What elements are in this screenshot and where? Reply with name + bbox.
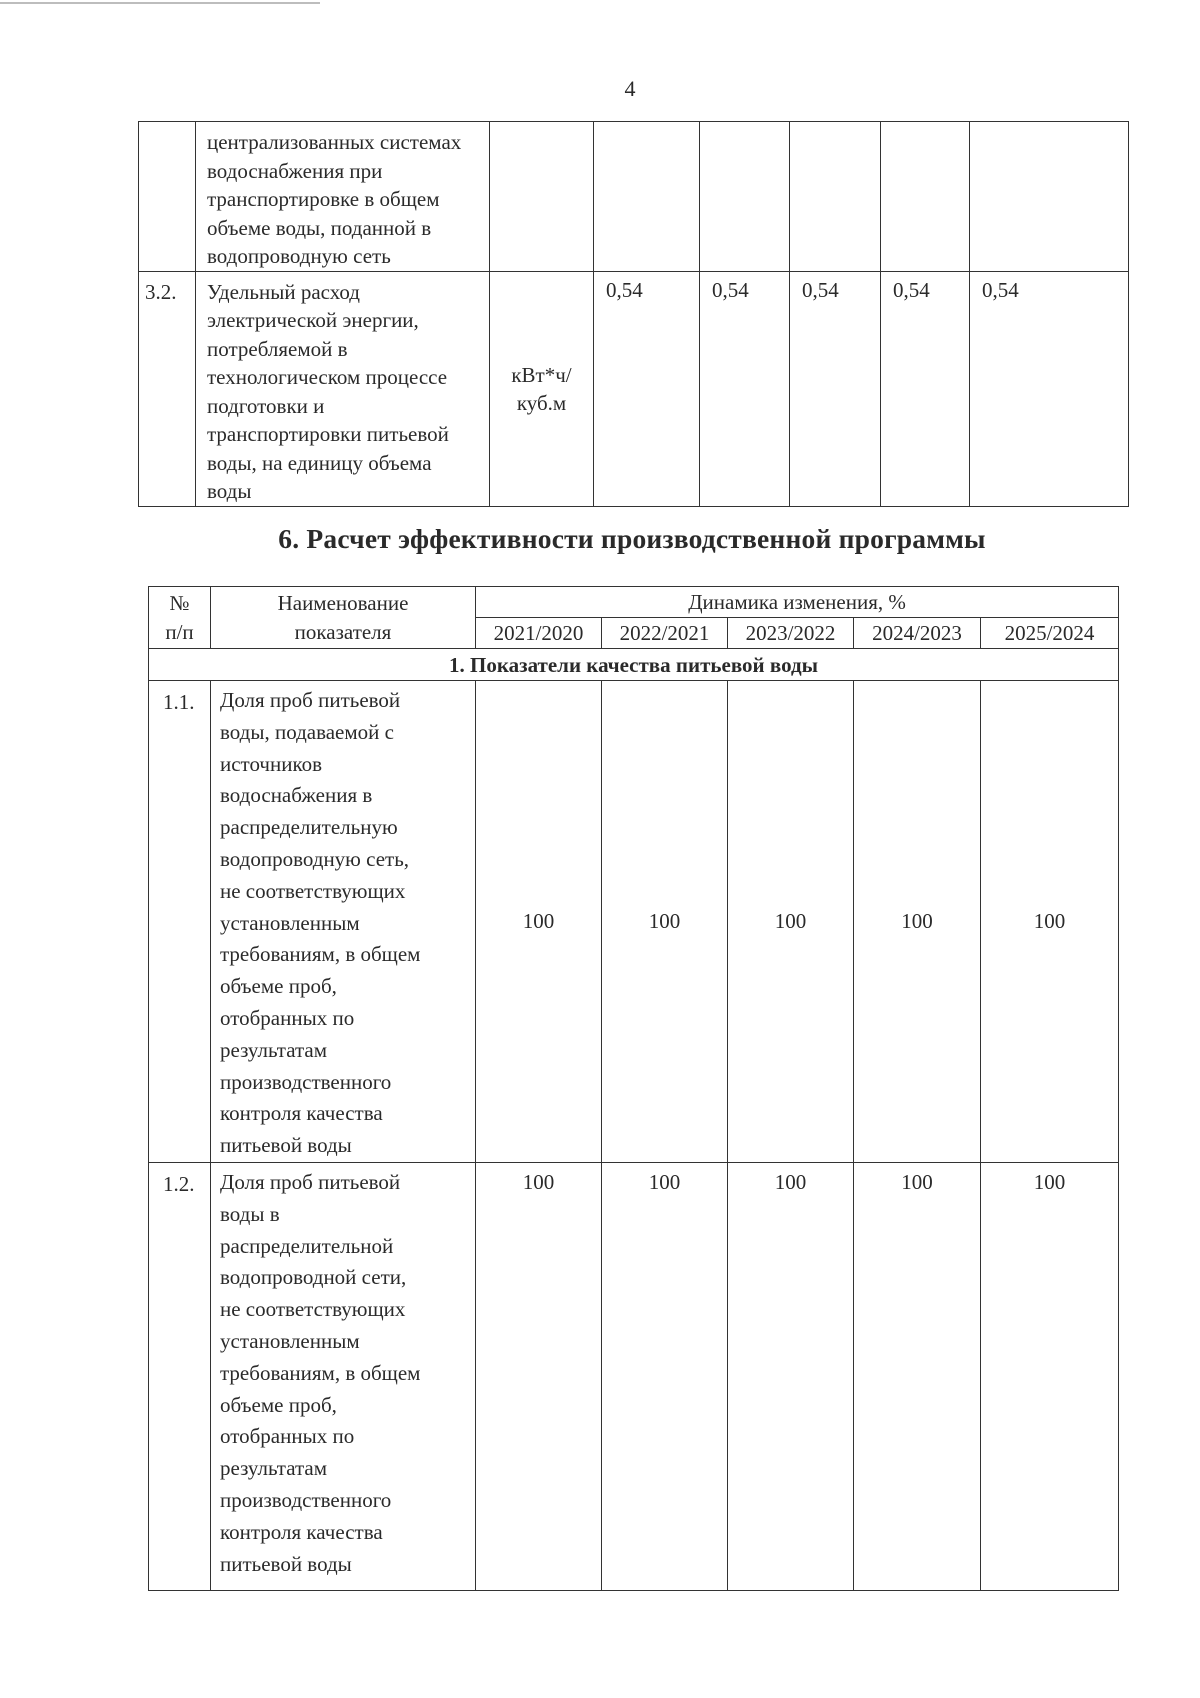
- column-header-year: 2024/2023: [854, 618, 981, 649]
- name-line: производственного: [220, 1487, 392, 1512]
- name-line: Доля проб питьевой: [220, 688, 401, 712]
- name-line: требованиям, в общем: [220, 1360, 421, 1385]
- name-line: контроля качества: [220, 1101, 383, 1126]
- indicator-name: [211, 1163, 476, 1591]
- table-row: [139, 122, 1129, 272]
- value-cell: 100: [602, 1163, 728, 1591]
- name-line: питьевой воды: [220, 1133, 352, 1158]
- unit-cell: [490, 271, 594, 506]
- column-header-number: [149, 587, 211, 649]
- section-title: 6. Расчет эффективности производственной программы: [278, 523, 986, 554]
- value-cell: [881, 122, 970, 272]
- header-line: показателя: [294, 619, 392, 644]
- value-cell: [700, 122, 790, 272]
- value-cell: 0,54: [881, 271, 970, 506]
- name-line: не соответствующих: [220, 878, 406, 903]
- name-line: централизованных системах: [207, 130, 462, 154]
- name-line: отобранных по: [220, 1005, 355, 1030]
- header-line: №: [169, 590, 190, 615]
- value-cell: 100: [602, 681, 728, 1163]
- name-line: водоснабжения в: [220, 783, 373, 808]
- name-line: подготовки и: [207, 393, 325, 418]
- table-row: [149, 1163, 1119, 1591]
- table-row: [149, 681, 1119, 1163]
- name-line: распределительную: [220, 815, 398, 840]
- name-line: транспортировке в общем: [207, 187, 440, 211]
- section-label: 1. Показатели качества питьевой воды: [149, 649, 1119, 681]
- name-line: объеме воды, поданной в: [207, 215, 432, 240]
- section-header-row: [149, 649, 1119, 681]
- indicator-name: [196, 122, 490, 272]
- value-cell: 100: [476, 1163, 602, 1591]
- value-cell: 0,54: [594, 271, 700, 506]
- column-header-year: 2021/2020: [476, 618, 602, 649]
- name-line: электрической энергии,: [207, 308, 419, 332]
- scan-edge-line: [0, 2, 320, 4]
- name-line: технологическом процессе: [207, 365, 448, 389]
- name-line: Удельный расход: [207, 279, 360, 304]
- name-line: объеме проб,: [220, 974, 337, 999]
- name-line: Доля проб питьевой: [220, 1170, 401, 1194]
- name-line: воды в: [220, 1201, 280, 1226]
- unit-line: куб.м: [516, 390, 567, 415]
- value-cell: 0,54: [700, 271, 790, 506]
- header-line: Наименование: [277, 590, 409, 615]
- row-number: [139, 122, 196, 272]
- indicator-name: [211, 681, 476, 1163]
- page-number: 4: [624, 76, 636, 101]
- value-cell: 100: [981, 1163, 1119, 1591]
- value-cell: 100: [476, 681, 602, 1163]
- value-cell: [594, 122, 700, 272]
- unit-cell: [490, 122, 594, 272]
- value-cell: 0,54: [790, 271, 881, 506]
- column-header-name: [211, 587, 476, 649]
- name-line: установленным: [220, 910, 360, 935]
- name-line: не соответствующих: [220, 1297, 406, 1322]
- value-cell: 100: [728, 1163, 854, 1591]
- header-row: [149, 587, 1119, 618]
- name-line: отобранных по: [220, 1424, 355, 1449]
- name-line: требованиям, в общем: [220, 942, 421, 967]
- name-line: распределительной: [220, 1233, 394, 1258]
- row-number: 1.1.: [149, 681, 211, 1163]
- value-cell: [790, 122, 881, 272]
- name-line: потребляемой в: [207, 336, 348, 361]
- name-line: результатам: [220, 1037, 328, 1062]
- name-line: воды, на единицу объема: [207, 450, 432, 475]
- indicators-table-continued: [138, 121, 1129, 507]
- value-cell: [970, 122, 1129, 272]
- efficiency-table: [148, 586, 1119, 1591]
- value-cell: 100: [981, 681, 1119, 1163]
- name-line: питьевой воды: [220, 1551, 352, 1576]
- value-cell: 100: [854, 681, 981, 1163]
- name-line: контроля качества: [220, 1519, 383, 1544]
- indicator-name: [196, 271, 490, 506]
- column-header-year: 2023/2022: [728, 618, 854, 649]
- name-line: воды: [207, 479, 252, 503]
- header-line: п/п: [165, 619, 194, 644]
- column-header-year: 2025/2024: [981, 618, 1119, 649]
- name-line: водопроводную сеть,: [220, 846, 410, 871]
- name-line: производственного: [220, 1069, 392, 1094]
- name-line: источников: [220, 751, 323, 776]
- value-cell: 100: [728, 681, 854, 1163]
- name-line: воды, подаваемой с: [220, 719, 394, 744]
- name-line: водопроводной сети,: [220, 1265, 407, 1290]
- name-line: водопроводную сеть: [207, 244, 391, 268]
- row-number: 1.2.: [149, 1163, 211, 1591]
- column-header-dynamics: Динамика изменения, %: [476, 587, 1119, 618]
- name-line: водоснабжения при: [207, 158, 383, 183]
- value-cell: 0,54: [970, 271, 1129, 506]
- name-line: транспортировки питьевой: [207, 422, 449, 446]
- value-cell: 100: [854, 1163, 981, 1591]
- unit-line: кВт*ч/: [511, 362, 572, 387]
- column-header-year: 2022/2021: [602, 618, 728, 649]
- name-line: результатам: [220, 1456, 328, 1481]
- name-line: объеме проб,: [220, 1392, 337, 1417]
- name-line: установленным: [220, 1328, 360, 1353]
- table-row: [139, 271, 1129, 506]
- row-number: 3.2.: [139, 271, 196, 506]
